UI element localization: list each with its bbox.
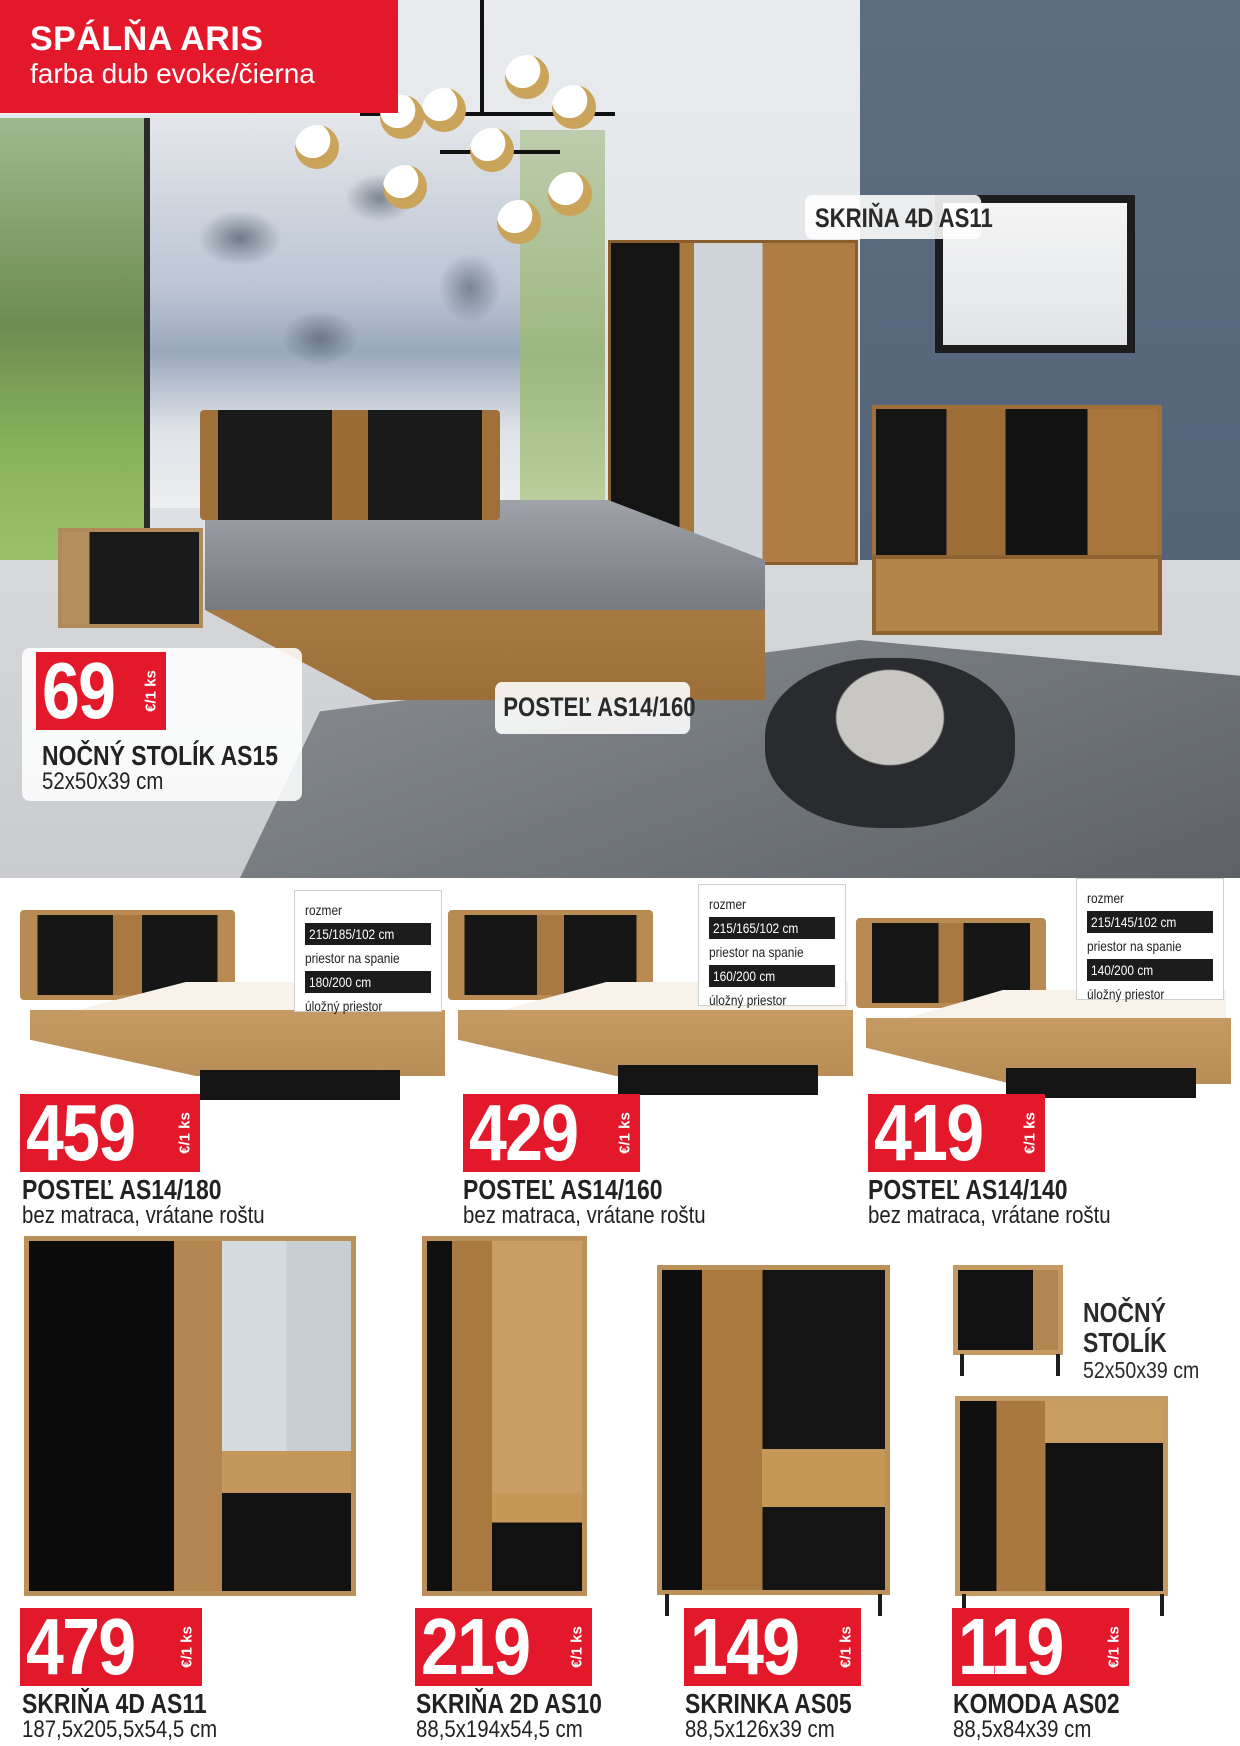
wardrobe-2d-image: [422, 1236, 587, 1596]
spec-label: rozmer: [709, 896, 747, 912]
hero-pouf: [765, 658, 1015, 828]
spec-storage: úložný priestor: [305, 998, 383, 1014]
lamp-globe-icon: [295, 125, 339, 169]
hero-bed-headboard: [200, 410, 500, 520]
hero-window: [0, 118, 150, 578]
spec-label: priestor na spanie: [1087, 938, 1182, 954]
night-table-title: NOČNÝ STOLÍK: [1083, 1297, 1167, 1358]
lamp-globe-icon: [548, 172, 592, 216]
price-badge: [20, 1602, 202, 1691]
spec-label: priestor na spanie: [709, 944, 804, 960]
wardrobe-4d-image: [24, 1236, 356, 1596]
bed-spec-box: [294, 890, 442, 1012]
product-name: SKRINKA AS05: [685, 1688, 852, 1719]
lamp-globe-icon: [497, 200, 541, 244]
price-unit: €/1 ks: [837, 1626, 855, 1668]
lamp-globe-icon: [383, 165, 427, 209]
bed-spec-box: [1076, 878, 1224, 1000]
product-desc: bez matraca, vrátane roštu: [463, 1202, 706, 1229]
chandelier-rod: [480, 0, 484, 112]
product-dims: 88,5x126x39 cm: [685, 1716, 835, 1743]
lamp-globe-icon: [505, 55, 549, 99]
price-value: 419: [874, 1088, 983, 1177]
price-badge: [684, 1602, 861, 1691]
price-unit: €/1 ks: [176, 1112, 194, 1154]
price-value: 219: [421, 1602, 530, 1691]
price-value: 459: [26, 1088, 135, 1177]
price-value: 69: [42, 646, 115, 735]
price-unit: €/1 ks: [178, 1626, 196, 1668]
price-unit: €/1 ks: [568, 1626, 586, 1668]
price-badge: [415, 1602, 592, 1691]
hero-night-table: [58, 528, 203, 628]
spec-storage: úložný priestor: [709, 992, 787, 1008]
product-dims: 88,5x194x54,5 cm: [416, 1716, 583, 1743]
price-badge: [868, 1088, 1045, 1177]
price-value: 479: [26, 1602, 135, 1691]
spec-value: 215/145/102 cm: [1087, 911, 1213, 933]
spec-value: 140/200 cm: [1087, 959, 1213, 981]
dresser-image: [955, 1396, 1168, 1596]
price-value: 119: [958, 1602, 1063, 1691]
lamp-globe-icon: [470, 128, 514, 172]
banner-subtitle: farba dub evoke/čierna: [30, 58, 315, 89]
tag-bed-text: POSTEĽ AS14/160: [503, 692, 696, 722]
spec-value: 180/200 cm: [305, 971, 431, 993]
spec-label: priestor na spanie: [305, 950, 400, 966]
product-name: SKRIŇA 2D AS10: [416, 1688, 602, 1719]
price-unit: €/1 ks: [142, 670, 160, 712]
night-table-dims: 52x50x39 cm: [1083, 1357, 1200, 1383]
product-name: NOČNÝ STOLÍK AS15: [42, 740, 279, 771]
spec-label: rozmer: [1087, 890, 1125, 906]
product-dims: 52x50x39 cm: [42, 768, 164, 795]
spec-value: 215/185/102 cm: [305, 923, 431, 945]
banner-title: SPÁLŇA ARIS: [30, 20, 264, 58]
product-desc: bez matraca, vrátane roštu: [868, 1202, 1111, 1229]
tag-bed: [495, 682, 696, 734]
night-table-image: [953, 1265, 1063, 1355]
price-unit: €/1 ks: [616, 1112, 634, 1154]
price-badge: [20, 1088, 200, 1177]
bed-spec-box: [698, 884, 846, 1006]
tag-wardrobe-text: SKRIŇA 4D AS11: [814, 203, 993, 233]
price-unit: €/1 ks: [1105, 1626, 1123, 1668]
product-name: KOMODA AS02: [953, 1688, 1120, 1719]
price-value: 429: [469, 1088, 578, 1177]
product-name: POSTEĽ AS14/180: [22, 1174, 222, 1205]
hero-dresser-drawer: [872, 555, 1162, 635]
product-dims: 88,5x84x39 cm: [953, 1716, 1092, 1743]
price-badge: [952, 1602, 1129, 1691]
product-name: POSTEĽ AS14/160: [463, 1174, 663, 1205]
lamp-globe-icon: [422, 88, 466, 132]
lamp-globe-icon: [552, 85, 596, 129]
product-name: POSTEĽ AS14/140: [868, 1174, 1068, 1205]
spec-storage: úložný priestor: [1087, 986, 1165, 1002]
product-dims: 187,5x205,5x54,5 cm: [22, 1716, 218, 1743]
tag-wardrobe: [805, 195, 993, 239]
product-desc: bez matraca, vrátane roštu: [22, 1202, 265, 1229]
price-badge: [36, 646, 166, 735]
spec-value: 160/200 cm: [709, 965, 835, 987]
price-unit: €/1 ks: [1021, 1112, 1039, 1154]
cabinet-as05-image: [657, 1265, 890, 1595]
price-value: 149: [690, 1602, 799, 1691]
spec-label: rozmer: [305, 902, 343, 918]
spec-value: 215/165/102 cm: [709, 917, 835, 939]
product-name: SKRIŇA 4D AS11: [22, 1688, 207, 1719]
price-badge: [463, 1088, 640, 1177]
